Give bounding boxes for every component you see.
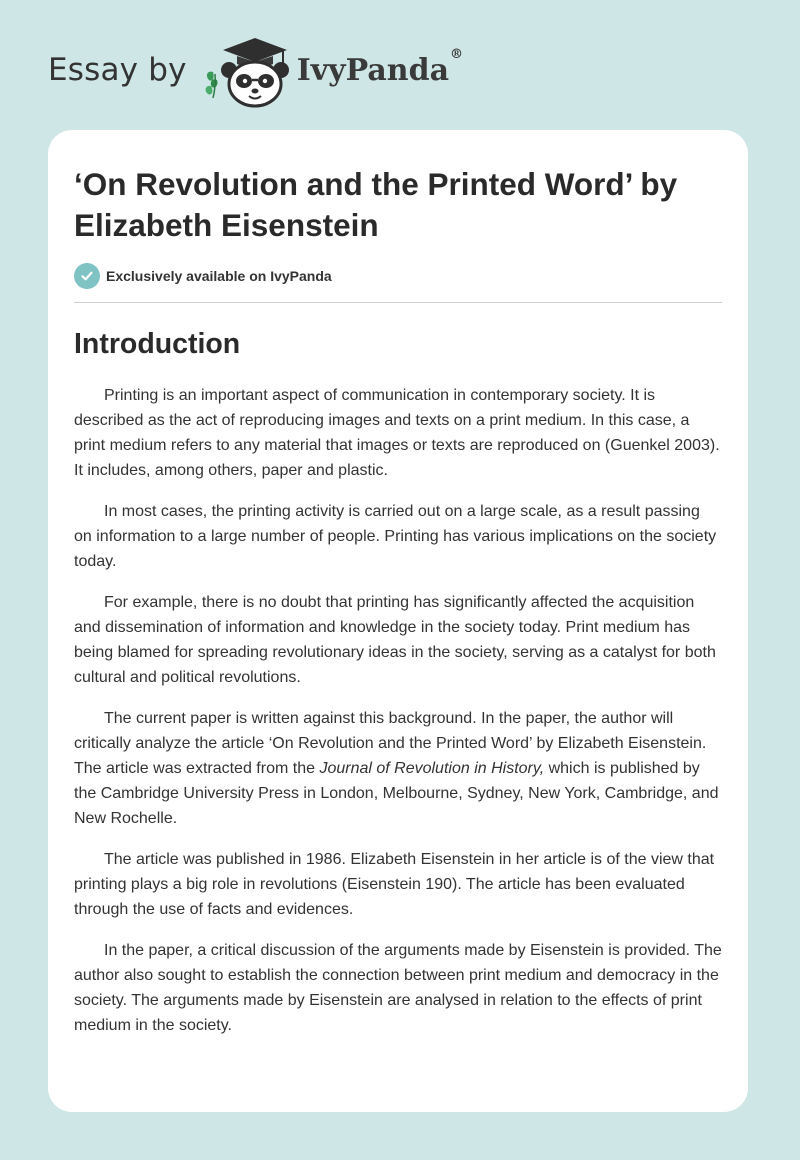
- site-brand-header[interactable]: [48, 30, 463, 110]
- paragraph-2: In most cases, the printing activity is carried out on a large scale, as a result passing on information to a large number of people. Printing has various implications on the society today.: [74, 503, 717, 570]
- registered-mark: ®: [450, 46, 464, 62]
- paragraph-4-text-start: The current paper is written against this background. In the paper, the author will critically analyze the article ‘On Revolution and the Printed Word’ by Elizabeth Eisenstein. The article was extracted from the: [74, 710, 707, 777]
- paragraph-4: [74, 706, 722, 831]
- exclusive-availability-note: [74, 263, 722, 289]
- section-heading-introduction: Introduction: [74, 328, 241, 360]
- paragraph-4-text-end: which is published by the Cambridge University Press in London, Melbourne, Sydney, New York, Cambridge, and New Rochelle.: [74, 760, 719, 827]
- title-divider: [74, 302, 722, 303]
- essay-title: ‘On Revolution and the Printed Word’ by Elizabeth Eisenstein: [74, 166, 678, 243]
- essay-body: [74, 383, 722, 1038]
- paragraph-3: For example, there is no doubt that printing has significantly affected the acquisition and dissemination of information and knowledge in the society today. Print medium has being blamed for spreading revolutionary ideas in the society, serving as a catalyst for both cultural and political revolutions.: [74, 594, 716, 686]
- essay-card: [48, 130, 748, 1112]
- exclusive-label: Exclusively available on IvyPanda: [106, 268, 332, 284]
- paragraph-6: In the paper, a critical discussion of the arguments made by Eisenstein is provided. The author also sought to establish the connection between print medium and democracy in the society. The arguments made by Eisenstein are analysed in relation to the effects of print medium in the society.: [74, 942, 722, 1034]
- essay-by-label: Essay by: [48, 52, 187, 88]
- check-circle-icon: [74, 263, 100, 289]
- panda-graduate-logo-icon: [201, 30, 291, 110]
- ivypanda-brand-name: [296, 46, 464, 88]
- paragraph-1: Printing is an important aspect of communication in contemporary society. It is described as the act of reproducing images and texts on a print medium. In this case, a print medium refers to any material that images or texts are reproduced on (Guenkel 2003). It includes, among others, paper and plastic.: [74, 387, 720, 479]
- paragraph-5: The article was published in 1986. Elizabeth Eisenstein in her article is of the view that printing plays a big role in revolutions (Eisenstein 190). The article has been evaluated through the use of facts and evidences.: [74, 851, 715, 918]
- brand-name-text: IvyPanda: [296, 52, 450, 88]
- journal-title: Journal of Revolution in History,: [319, 760, 545, 777]
